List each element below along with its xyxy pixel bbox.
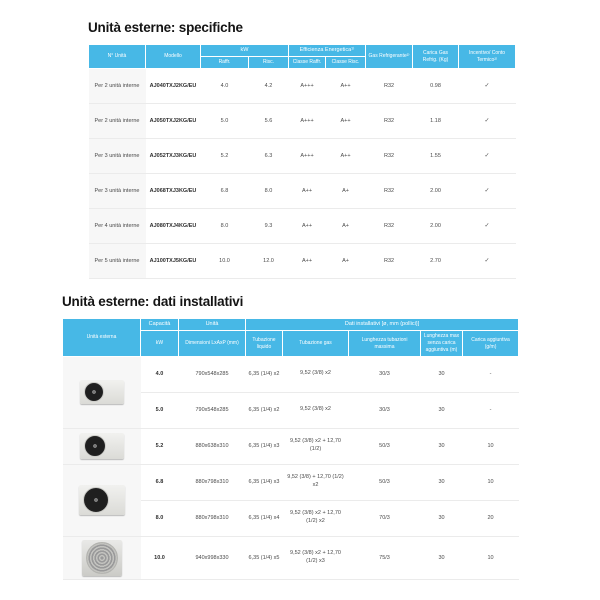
cell-kw-raffr: 10.0 xyxy=(201,244,249,279)
cell-classe-risc: A+ xyxy=(326,174,366,209)
unit-image-cell xyxy=(63,428,141,464)
unit-image-cell xyxy=(63,536,141,579)
col-group-capacita: Capacità xyxy=(141,319,179,331)
cell-modello: AJ050TXJ2KG/EU xyxy=(146,104,201,139)
cell-carica-aggiuntiva: 10 xyxy=(463,536,519,579)
cell-n-unita: Per 3 unità interne xyxy=(89,139,146,174)
install-table-row xyxy=(63,428,519,464)
cell-carica-gas: 2.00 xyxy=(413,174,459,209)
cell-tubazione-gas: 9,52 (3/8) x2 + 12,70 (1/2) x2 xyxy=(283,500,349,536)
section-specifiche xyxy=(88,20,515,279)
cell-capacita: 5.0 xyxy=(141,392,179,428)
spec-table-row xyxy=(89,69,516,104)
cell-n-unita: Per 2 unità interne xyxy=(89,69,146,104)
cell-kw-raffr: 6.8 xyxy=(201,174,249,209)
cell-lunghezza-max: 30 xyxy=(421,500,463,536)
cell-tubazione-gas: 9,52 (3/8) + 12,70 (1/2) x2 xyxy=(283,464,349,500)
col-header-kw-risc: Risc. xyxy=(249,57,289,69)
cell-classe-risc: A++ xyxy=(326,104,366,139)
cell-incentivo: ✓ xyxy=(459,209,516,244)
cell-capacita: 10.0 xyxy=(141,536,179,579)
cell-dimensioni: 940x998x330 xyxy=(179,536,246,579)
col-header-tubazione-gas: Tubazione gas xyxy=(283,331,349,356)
cell-incentivo: ✓ xyxy=(459,174,516,209)
cell-lunghezza-tubazioni: 50/3 xyxy=(349,428,421,464)
outdoor-unit-image xyxy=(82,540,122,576)
spec-table xyxy=(88,44,516,279)
col-header-lunghezza-max: Lunghezza max senza carica aggiuntiva (m) xyxy=(421,331,463,356)
col-header-unita-esterna: Unità esterna xyxy=(63,319,141,357)
cell-dimensioni: 880x798x310 xyxy=(179,500,246,536)
cell-lunghezza-max: 30 xyxy=(421,464,463,500)
install-table-row xyxy=(63,464,519,500)
col-group-dati-installativi: Dati installativi [ø, mm (pollici)] xyxy=(246,319,519,331)
cell-tubazione-liquido: 6,35 (1/4) x3 xyxy=(246,428,283,464)
outdoor-unit-image xyxy=(80,380,124,404)
cell-tubazione-gas: 9,52 (3/8) x2 + 12,70 (1/2) xyxy=(283,428,349,464)
col-header-classe-risc: Classe Risc. xyxy=(326,57,366,69)
cell-kw-risc: 6.3 xyxy=(249,139,289,174)
cell-lunghezza-tubazioni: 50/3 xyxy=(349,464,421,500)
cell-lunghezza-max: 30 xyxy=(421,536,463,579)
fan-icon xyxy=(84,435,106,457)
col-group-efficienza: Efficienza Energetica¹⁾ xyxy=(289,45,366,57)
col-header-classe-raffr: Classe Raffr. xyxy=(289,57,326,69)
col-header-carica-gas: Carica Gas Refrig. (Kg) xyxy=(413,45,459,69)
fan-icon xyxy=(86,542,118,574)
fan-icon xyxy=(84,382,104,402)
cell-tubazione-liquido: 6,35 (1/4) x2 xyxy=(246,356,283,392)
cell-capacita: 8.0 xyxy=(141,500,179,536)
cell-classe-raffr: A+++ xyxy=(289,69,326,104)
cell-kw-risc: 4.2 xyxy=(249,69,289,104)
cell-classe-risc: A+ xyxy=(326,244,366,279)
cell-gas: R32 xyxy=(366,139,413,174)
cell-tubazione-gas: 9,52 (3/8) x2 xyxy=(283,392,349,428)
cell-modello: AJ080TXJ4KG/EU xyxy=(146,209,201,244)
cell-gas: R32 xyxy=(366,244,413,279)
cell-classe-risc: A+ xyxy=(326,209,366,244)
spec-table-body xyxy=(89,69,516,279)
cell-modello: AJ052TXJ3KG/EU xyxy=(146,139,201,174)
cell-lunghezza-max: 30 xyxy=(421,356,463,392)
install-table-row xyxy=(63,536,519,579)
cell-dimensioni: 790x548x285 xyxy=(179,356,246,392)
cell-dimensioni: 880x798x310 xyxy=(179,464,246,500)
cell-gas: R32 xyxy=(366,69,413,104)
cell-kw-raffr: 8.0 xyxy=(201,209,249,244)
spec-table-row xyxy=(89,244,516,279)
cell-tubazione-liquido: 6,35 (1/4) x3 xyxy=(246,464,283,500)
cell-carica-aggiuntiva: - xyxy=(463,392,519,428)
cell-tubazione-gas: 9,52 (3/8) x2 xyxy=(283,356,349,392)
col-header-gas: Gas Refrigerante²⁾ xyxy=(366,45,413,69)
cell-tubazione-liquido: 6,35 (1/4) x2 xyxy=(246,392,283,428)
install-table-body xyxy=(63,356,519,579)
cell-lunghezza-tubazioni: 30/3 xyxy=(349,392,421,428)
cell-dimensioni: 790x548x285 xyxy=(179,392,246,428)
cell-modello: AJ040TXJ2KG/EU xyxy=(146,69,201,104)
col-header-carica-aggiuntiva: Carica aggiuntiva (g/m) xyxy=(463,331,519,356)
cell-kw-raffr: 4.0 xyxy=(201,69,249,104)
install-table-header xyxy=(63,319,519,357)
cell-dimensioni: 880x638x310 xyxy=(179,428,246,464)
cell-tubazione-gas: 9,52 (3/8) x2 + 12,70 (1/2) x3 xyxy=(283,536,349,579)
section-title-specifiche: Unità esterne: specifiche xyxy=(88,20,243,35)
cell-n-unita: Per 2 unità interne xyxy=(89,104,146,139)
cell-carica-aggiuntiva: 20 xyxy=(463,500,519,536)
cell-carica-gas: 1.55 xyxy=(413,139,459,174)
cell-carica-gas: 0.98 xyxy=(413,69,459,104)
cell-lunghezza-tubazioni: 75/3 xyxy=(349,536,421,579)
col-header-tubazione-liquido: Tubazione liquido xyxy=(246,331,283,356)
cell-lunghezza-max: 30 xyxy=(421,428,463,464)
unit-image-cell xyxy=(63,464,141,536)
col-header-modello: Modello xyxy=(146,45,201,69)
cell-modello: AJ068TXJ3KG/EU xyxy=(146,174,201,209)
col-header-kw-raffr: Raffr. xyxy=(201,57,249,69)
cell-incentivo: ✓ xyxy=(459,244,516,279)
cell-gas: R32 xyxy=(366,209,413,244)
cell-capacita: 4.0 xyxy=(141,356,179,392)
cell-classe-raffr: A+++ xyxy=(289,104,326,139)
install-table xyxy=(62,318,519,580)
col-group-unita: Unità xyxy=(179,319,246,331)
outdoor-unit-image xyxy=(80,433,124,459)
spec-table-row xyxy=(89,174,516,209)
cell-capacita: 5.2 xyxy=(141,428,179,464)
cell-kw-risc: 12.0 xyxy=(249,244,289,279)
cell-incentivo: ✓ xyxy=(459,69,516,104)
cell-n-unita: Per 4 unità interne xyxy=(89,209,146,244)
cell-lunghezza-tubazioni: 70/3 xyxy=(349,500,421,536)
col-header-incentivo: Incentivo/ Conto Termico²⁾ xyxy=(459,45,516,69)
spec-table-row xyxy=(89,139,516,174)
col-header-capacita-kw: kW xyxy=(141,331,179,356)
cell-kw-raffr: 5.2 xyxy=(201,139,249,174)
cell-carica-aggiuntiva: 10 xyxy=(463,428,519,464)
cell-capacita: 6.8 xyxy=(141,464,179,500)
section-dati-installativi xyxy=(62,294,518,580)
cell-gas: R32 xyxy=(366,104,413,139)
cell-carica-gas: 1.18 xyxy=(413,104,459,139)
cell-kw-risc: 8.0 xyxy=(249,174,289,209)
col-group-kw: kW xyxy=(201,45,289,57)
col-header-n-unita: N° Unità xyxy=(89,45,146,69)
cell-lunghezza-tubazioni: 30/3 xyxy=(349,356,421,392)
col-header-lunghezza-tubazioni: Lunghezza tubazioni massima xyxy=(349,331,421,356)
spec-table-row xyxy=(89,104,516,139)
cell-classe-raffr: A+++ xyxy=(289,139,326,174)
outdoor-unit-image xyxy=(79,485,125,515)
cell-incentivo: ✓ xyxy=(459,139,516,174)
unit-image-cell xyxy=(63,356,141,428)
cell-carica-aggiuntiva: 10 xyxy=(463,464,519,500)
cell-modello: AJ100TXJ5KG/EU xyxy=(146,244,201,279)
cell-incentivo: ✓ xyxy=(459,104,516,139)
col-header-dimensioni: Dimensioni LxAxP (mm) xyxy=(179,331,246,356)
cell-tubazione-liquido: 6,35 (1/4) x4 xyxy=(246,500,283,536)
spec-table-row xyxy=(89,209,516,244)
cell-kw-risc: 9.3 xyxy=(249,209,289,244)
cell-classe-raffr: A++ xyxy=(289,244,326,279)
fan-icon xyxy=(83,487,109,513)
spec-table-header xyxy=(89,45,516,69)
cell-n-unita: Per 5 unità interne xyxy=(89,244,146,279)
cell-kw-raffr: 5.0 xyxy=(201,104,249,139)
cell-carica-aggiuntiva: - xyxy=(463,356,519,392)
cell-carica-gas: 2.70 xyxy=(413,244,459,279)
cell-gas: R32 xyxy=(366,174,413,209)
section-title-dati-installativi: Unità esterne: dati installativi xyxy=(62,294,244,309)
cell-lunghezza-max: 30 xyxy=(421,392,463,428)
cell-kw-risc: 5.6 xyxy=(249,104,289,139)
cell-classe-risc: A++ xyxy=(326,69,366,104)
cell-classe-risc: A++ xyxy=(326,139,366,174)
cell-classe-raffr: A++ xyxy=(289,174,326,209)
cell-classe-raffr: A++ xyxy=(289,209,326,244)
cell-carica-gas: 2.00 xyxy=(413,209,459,244)
install-table-row xyxy=(63,356,519,392)
cell-tubazione-liquido: 6,35 (1/4) x5 xyxy=(246,536,283,579)
cell-n-unita: Per 3 unità interne xyxy=(89,174,146,209)
